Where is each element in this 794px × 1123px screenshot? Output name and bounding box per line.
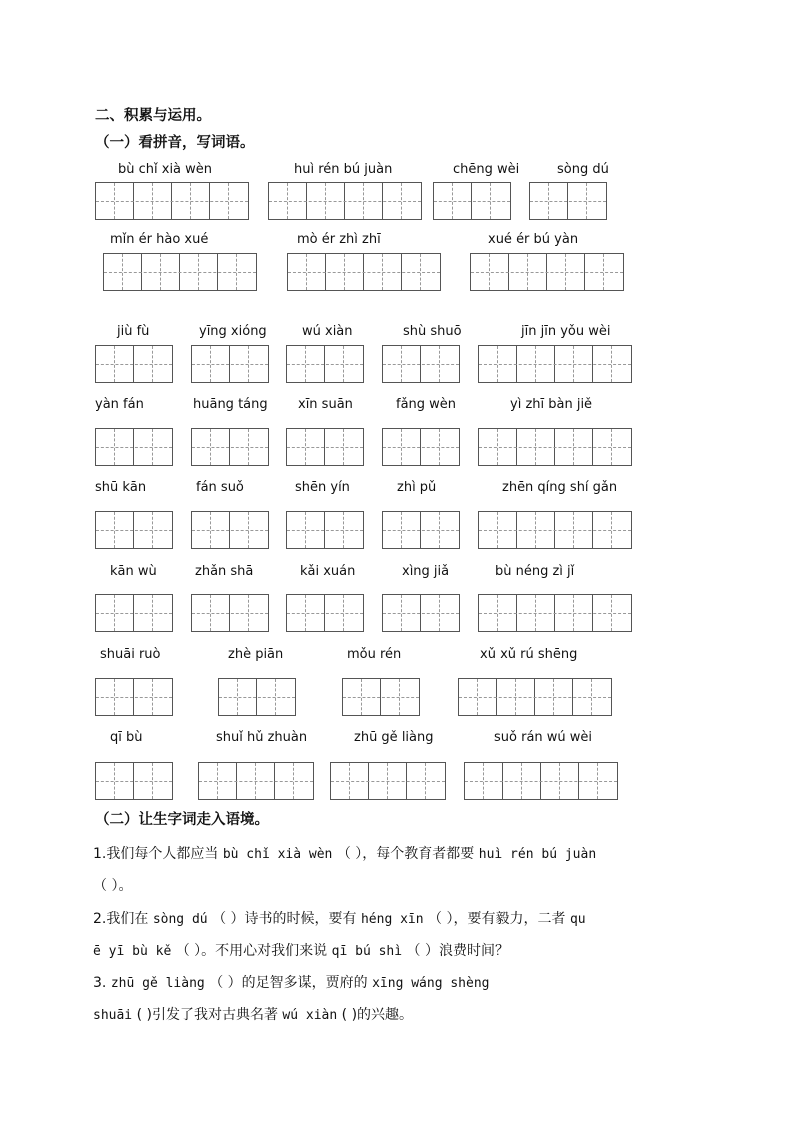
grid-cell[interactable] <box>306 429 325 465</box>
grid-cell[interactable] <box>325 512 344 548</box>
pinyin-label: mǐn ér hào xué <box>110 232 209 247</box>
grid-cell[interactable] <box>566 254 585 290</box>
pinyin-label: huāng táng <box>193 397 268 412</box>
pinyin-label: shù shuō <box>403 324 462 339</box>
pinyin-label: zhì pǔ <box>397 480 437 495</box>
writing-grid[interactable] <box>382 428 460 466</box>
grid-cell[interactable] <box>402 183 421 219</box>
pinyin-label: zhēn qíng shí gǎn <box>502 480 618 495</box>
grid-cell[interactable] <box>287 429 306 465</box>
grid-cell[interactable] <box>579 763 598 799</box>
grid-cell[interactable] <box>115 512 134 548</box>
pinyin-inline: ē yī bù kě <box>93 944 172 959</box>
grid-cell[interactable] <box>574 346 593 382</box>
grid-cell[interactable] <box>134 346 153 382</box>
grid-cell[interactable] <box>547 254 566 290</box>
grid-cell[interactable] <box>211 429 230 465</box>
pinyin-label: mǒu rén <box>347 647 402 662</box>
grid-cell[interactable] <box>479 429 498 465</box>
grid-cell[interactable] <box>153 679 172 715</box>
grid-cell[interactable] <box>192 595 211 631</box>
grid-cell[interactable] <box>115 679 134 715</box>
pinyin-label: sòng dú <box>557 162 609 177</box>
grid-cell[interactable] <box>276 679 295 715</box>
grid-cell[interactable] <box>218 763 237 799</box>
grid-cell[interactable] <box>275 763 294 799</box>
pinyin-label: jīn jīn yǒu wèi <box>521 324 611 339</box>
grid-cell[interactable] <box>440 595 459 631</box>
pinyin-label: zhǎn shā <box>195 564 254 579</box>
grid-cell[interactable] <box>134 595 153 631</box>
part1-title: （一）看拼音，写词语。 <box>95 135 255 151</box>
grid-cell[interactable] <box>498 512 517 548</box>
grid-cell[interactable] <box>210 183 229 219</box>
grid-cell[interactable] <box>516 679 535 715</box>
grid-cell[interactable] <box>307 183 326 219</box>
grid-cell[interactable] <box>369 763 388 799</box>
grid-cell[interactable] <box>96 512 115 548</box>
pinyin-label: bù néng zì jǐ <box>495 564 575 579</box>
grid-cell[interactable] <box>498 429 517 465</box>
pinyin-label: yàn fán <box>95 397 144 412</box>
grid-cell[interactable] <box>465 763 484 799</box>
grid-cell[interactable] <box>287 346 306 382</box>
grid-cell[interactable] <box>238 679 257 715</box>
grid-cell[interactable] <box>402 254 421 290</box>
grid-cell[interactable] <box>479 512 498 548</box>
grid-cell[interactable] <box>440 429 459 465</box>
writing-grid[interactable] <box>529 182 607 220</box>
grid-cell[interactable] <box>383 346 402 382</box>
grid-cell[interactable] <box>350 763 369 799</box>
grid-cell[interactable] <box>288 254 307 290</box>
grid-cell[interactable] <box>211 346 230 382</box>
writing-grid[interactable] <box>268 182 422 220</box>
grid-cell[interactable] <box>287 595 306 631</box>
writing-grid[interactable] <box>191 428 269 466</box>
grid-cell[interactable] <box>230 512 249 548</box>
grid-cell[interactable] <box>530 183 549 219</box>
pinyin-label: yì zhī bàn jiě <box>510 397 593 412</box>
grid-cell[interactable] <box>192 346 211 382</box>
grid-cell[interactable] <box>517 346 536 382</box>
grid-cell[interactable] <box>383 595 402 631</box>
grid-cell[interactable] <box>288 183 307 219</box>
grid-cell[interactable] <box>612 512 631 548</box>
writing-grid[interactable] <box>478 511 632 549</box>
grid-cell[interactable] <box>153 429 172 465</box>
grid-cell[interactable] <box>115 429 134 465</box>
grid-cell[interactable] <box>434 183 453 219</box>
grid-cell[interactable] <box>421 595 440 631</box>
grid-cell[interactable] <box>96 595 115 631</box>
grid-cell[interactable] <box>421 429 440 465</box>
grid-cell[interactable] <box>230 595 249 631</box>
grid-cell[interactable] <box>383 254 402 290</box>
grid-cell[interactable] <box>549 183 568 219</box>
grid-cell[interactable] <box>96 679 115 715</box>
grid-cell[interactable] <box>612 595 631 631</box>
grid-cell[interactable] <box>383 429 402 465</box>
pinyin-label: fǎng wèn <box>396 397 457 412</box>
grid-cell[interactable] <box>383 183 402 219</box>
grid-cell[interactable] <box>192 429 211 465</box>
pinyin-label: shuǐ hǔ zhuàn <box>216 730 308 745</box>
grid-cell[interactable] <box>402 429 421 465</box>
pinyin-inline: wú xiàn <box>282 1008 338 1023</box>
grid-cell[interactable] <box>153 595 172 631</box>
writing-grid[interactable] <box>464 762 618 800</box>
pinyin-label: kǎi xuán <box>300 564 356 579</box>
pinyin-inline: huì rén bú juàn <box>478 847 597 862</box>
grid-cell[interactable] <box>459 679 478 715</box>
grid-cell[interactable] <box>199 254 218 290</box>
grid-cell[interactable] <box>471 254 490 290</box>
writing-grid[interactable] <box>103 253 257 291</box>
pinyin-label: huì rén bú juàn <box>294 162 393 177</box>
sentence-text: 1.我们每个人都应当 <box>93 846 219 862</box>
grid-cell[interactable] <box>528 254 547 290</box>
grid-cell[interactable] <box>325 346 344 382</box>
answer-blank[interactable]: （ ）的足智多谋，贾府的 <box>209 975 368 991</box>
grid-cell[interactable] <box>249 512 268 548</box>
grid-cell[interactable] <box>440 346 459 382</box>
writing-grid[interactable] <box>95 511 173 549</box>
grid-cell[interactable] <box>388 763 407 799</box>
grid-cell[interactable] <box>96 183 115 219</box>
grid-cell[interactable] <box>574 595 593 631</box>
grid-cell[interactable] <box>230 346 249 382</box>
grid-cell[interactable] <box>555 512 574 548</box>
grid-cell[interactable] <box>104 254 123 290</box>
grid-cell[interactable] <box>344 429 363 465</box>
grid-cell[interactable] <box>491 183 510 219</box>
grid-cell[interactable] <box>249 429 268 465</box>
pinyin-label: yīng xióng <box>199 324 267 339</box>
grid-cell[interactable] <box>153 763 172 799</box>
writing-grid[interactable] <box>478 345 632 383</box>
writing-grid[interactable] <box>95 182 249 220</box>
pinyin-label: suǒ rán wú wèi <box>494 730 593 745</box>
grid-cell[interactable] <box>612 429 631 465</box>
grid-cell[interactable] <box>325 429 344 465</box>
grid-cell[interactable] <box>211 512 230 548</box>
grid-cell[interactable] <box>484 763 503 799</box>
grid-cell[interactable] <box>134 183 153 219</box>
pinyin-inline: qu <box>569 912 586 927</box>
sentence-1 <box>93 843 596 863</box>
writing-grid[interactable] <box>198 762 314 800</box>
sentence-text: 3. <box>93 975 107 991</box>
grid-cell[interactable] <box>402 595 421 631</box>
pinyin-inline: sòng dú <box>152 912 208 927</box>
grid-cell[interactable] <box>598 763 617 799</box>
answer-blank[interactable]: （ ），每个教育者都要 <box>336 846 475 862</box>
pinyin-inline: qī bú shì <box>331 944 403 959</box>
part2-title: （二）让生字词走入语境。 <box>95 812 269 828</box>
grid-cell[interactable] <box>498 595 517 631</box>
writing-grid[interactable] <box>470 253 624 291</box>
grid-cell[interactable] <box>478 679 497 715</box>
pinyin-label: zhū gě liàng <box>354 730 434 745</box>
grid-cell[interactable] <box>364 183 383 219</box>
sentence-2-cont <box>93 940 509 960</box>
grid-cell[interactable] <box>237 254 256 290</box>
pinyin-label: chēng wèi <box>453 162 520 177</box>
grid-cell[interactable] <box>153 512 172 548</box>
grid-cell[interactable] <box>134 763 153 799</box>
grid-cell[interactable] <box>192 512 211 548</box>
pinyin-label: qī bù <box>110 730 143 745</box>
grid-cell[interactable] <box>229 183 248 219</box>
grid-cell[interactable] <box>325 595 344 631</box>
grid-cell[interactable] <box>568 183 587 219</box>
grid-cell[interactable] <box>604 254 623 290</box>
grid-cell[interactable] <box>536 595 555 631</box>
grid-cell[interactable] <box>554 679 573 715</box>
grid-cell[interactable] <box>344 595 363 631</box>
grid-cell[interactable] <box>257 679 276 715</box>
grid-cell[interactable] <box>218 254 237 290</box>
grid-cell[interactable] <box>115 595 134 631</box>
pinyin-label: jiù fù <box>117 324 150 339</box>
grid-cell[interactable] <box>612 346 631 382</box>
writing-grid[interactable] <box>286 428 364 466</box>
grid-cell[interactable] <box>574 429 593 465</box>
grid-cell[interactable] <box>249 346 268 382</box>
grid-cell[interactable] <box>402 346 421 382</box>
grid-cell[interactable] <box>345 183 364 219</box>
grid-cell[interactable] <box>161 254 180 290</box>
sentence-3 <box>93 972 490 992</box>
grid-cell[interactable] <box>306 512 325 548</box>
grid-cell[interactable] <box>592 679 611 715</box>
grid-cell[interactable] <box>453 183 472 219</box>
grid-cell[interactable] <box>497 679 516 715</box>
grid-cell[interactable] <box>237 763 256 799</box>
grid-cell[interactable] <box>593 429 612 465</box>
writing-grid[interactable] <box>95 762 173 800</box>
section-title: 二、积累与运用。 <box>95 108 211 124</box>
writing-grid[interactable] <box>286 345 364 383</box>
writing-grid[interactable] <box>95 345 173 383</box>
grid-cell[interactable] <box>440 512 459 548</box>
grid-cell[interactable] <box>593 512 612 548</box>
writing-grid[interactable] <box>342 678 420 716</box>
grid-cell[interactable] <box>142 254 161 290</box>
grid-cell[interactable] <box>536 346 555 382</box>
grid-cell[interactable] <box>326 183 345 219</box>
grid-cell[interactable] <box>345 254 364 290</box>
pinyin-inline: héng xīn <box>360 912 424 927</box>
answer-blank[interactable]: （ ）。不用心对我们来说 <box>175 943 328 959</box>
writing-grid[interactable] <box>191 511 269 549</box>
grid-cell[interactable] <box>574 512 593 548</box>
grid-cell[interactable] <box>573 679 592 715</box>
grid-cell[interactable] <box>96 429 115 465</box>
grid-cell[interactable] <box>490 254 509 290</box>
grid-cell[interactable] <box>134 679 153 715</box>
sentence-2 <box>93 908 586 928</box>
writing-grid[interactable] <box>191 594 269 632</box>
writing-grid[interactable] <box>286 594 364 632</box>
answer-blank[interactable]: （ ），要有毅力，二者 <box>428 911 566 927</box>
grid-cell[interactable] <box>364 254 383 290</box>
grid-cell[interactable] <box>555 346 574 382</box>
grid-cell[interactable] <box>307 254 326 290</box>
grid-cell[interactable] <box>593 346 612 382</box>
grid-cell[interactable] <box>287 512 306 548</box>
writing-grid[interactable] <box>382 345 460 383</box>
grid-cell[interactable] <box>400 679 419 715</box>
grid-cell[interactable] <box>343 679 362 715</box>
pinyin-inline: shuāi <box>93 1008 133 1023</box>
writing-grid[interactable] <box>458 678 612 716</box>
writing-grid[interactable] <box>218 678 296 716</box>
grid-cell[interactable] <box>326 254 345 290</box>
grid-cell[interactable] <box>211 595 230 631</box>
answer-blank[interactable]: （ ）浪费时间？ <box>406 943 509 959</box>
sentence-3-cont <box>93 1004 413 1024</box>
grid-cell[interactable] <box>96 346 115 382</box>
grid-cell[interactable] <box>230 429 249 465</box>
grid-cell[interactable] <box>517 595 536 631</box>
grid-cell[interactable] <box>96 763 115 799</box>
grid-cell[interactable] <box>172 183 191 219</box>
grid-cell[interactable] <box>560 763 579 799</box>
grid-cell[interactable] <box>115 763 134 799</box>
sentence-text: 2.我们在 <box>93 911 149 927</box>
answer-blank[interactable]: （ ）。 <box>93 878 133 894</box>
pinyin-label: mò ér zhì zhī <box>297 232 381 247</box>
writing-grid[interactable] <box>478 594 632 632</box>
grid-cell[interactable] <box>115 183 134 219</box>
grid-cell[interactable] <box>472 183 491 219</box>
writing-grid[interactable] <box>433 182 511 220</box>
grid-cell[interactable] <box>522 763 541 799</box>
grid-cell[interactable] <box>503 763 522 799</box>
grid-cell[interactable] <box>362 679 381 715</box>
grid-cell[interactable] <box>587 183 606 219</box>
grid-cell[interactable] <box>585 254 604 290</box>
grid-cell[interactable] <box>269 183 288 219</box>
pinyin-label: xǔ xǔ rú shēng <box>480 647 578 662</box>
grid-cell[interactable] <box>256 763 275 799</box>
writing-grid[interactable] <box>330 762 446 800</box>
writing-grid[interactable] <box>191 345 269 383</box>
grid-cell[interactable] <box>541 763 560 799</box>
grid-cell[interactable] <box>593 595 612 631</box>
grid-cell[interactable] <box>153 183 172 219</box>
pinyin-label: xìng jiǎ <box>402 564 450 579</box>
pinyin-inline: bù chǐ xià wèn <box>222 847 333 862</box>
grid-cell[interactable] <box>123 254 142 290</box>
grid-cell[interactable] <box>199 763 218 799</box>
grid-cell[interactable] <box>383 512 402 548</box>
writing-grid[interactable] <box>382 594 460 632</box>
grid-cell[interactable] <box>180 254 199 290</box>
pinyin-label: xué ér bú yàn <box>488 232 579 247</box>
grid-cell[interactable] <box>517 512 536 548</box>
grid-cell[interactable] <box>153 346 172 382</box>
writing-grid[interactable] <box>95 594 173 632</box>
grid-cell[interactable] <box>249 595 268 631</box>
pinyin-label: bù chǐ xià wèn <box>118 162 213 177</box>
grid-cell[interactable] <box>479 595 498 631</box>
grid-cell[interactable] <box>344 512 363 548</box>
answer-blank[interactable]: ( )引发了我对古典名著 <box>136 1007 278 1023</box>
grid-cell[interactable] <box>134 512 153 548</box>
grid-cell[interactable] <box>421 254 440 290</box>
grid-cell[interactable] <box>509 254 528 290</box>
grid-cell[interactable] <box>421 346 440 382</box>
grid-cell[interactable] <box>407 763 426 799</box>
grid-cell[interactable] <box>421 512 440 548</box>
grid-cell[interactable] <box>191 183 210 219</box>
pinyin-inline: zhū gě liàng <box>110 976 205 991</box>
answer-blank[interactable]: ( )的兴趣。 <box>341 1007 414 1023</box>
writing-grid[interactable] <box>286 511 364 549</box>
answer-blank[interactable]: （ ）诗书的时候，要有 <box>212 911 357 927</box>
grid-cell[interactable] <box>426 763 445 799</box>
grid-cell[interactable] <box>536 512 555 548</box>
writing-grid[interactable] <box>478 428 632 466</box>
grid-cell[interactable] <box>134 429 153 465</box>
grid-cell[interactable] <box>115 346 134 382</box>
grid-cell[interactable] <box>536 429 555 465</box>
pinyin-label: xīn suān <box>298 397 353 412</box>
pinyin-label: shuāi ruò <box>100 647 161 662</box>
grid-cell[interactable] <box>479 346 498 382</box>
grid-cell[interactable] <box>344 346 363 382</box>
pinyin-label: shēn yín <box>295 480 350 495</box>
writing-grid[interactable] <box>95 428 173 466</box>
grid-cell[interactable] <box>306 346 325 382</box>
grid-cell[interactable] <box>498 346 517 382</box>
grid-cell[interactable] <box>306 595 325 631</box>
grid-cell[interactable] <box>402 512 421 548</box>
pinyin-label: kān wù <box>110 564 157 579</box>
grid-cell[interactable] <box>555 595 574 631</box>
writing-grid[interactable] <box>382 511 460 549</box>
grid-cell[interactable] <box>555 429 574 465</box>
grid-cell[interactable] <box>517 429 536 465</box>
grid-cell[interactable] <box>535 679 554 715</box>
pinyin-inline: xīng wáng shèng <box>372 976 490 991</box>
grid-cell[interactable] <box>331 763 350 799</box>
pinyin-label: wú xiàn <box>302 324 353 339</box>
pinyin-label: shū kān <box>95 480 147 495</box>
writing-grid[interactable] <box>287 253 441 291</box>
grid-cell[interactable] <box>219 679 238 715</box>
writing-grid[interactable] <box>95 678 173 716</box>
pinyin-label: fán suǒ <box>196 480 244 495</box>
grid-cell[interactable] <box>294 763 313 799</box>
grid-cell[interactable] <box>381 679 400 715</box>
sentence-1-cont <box>93 875 132 895</box>
pinyin-label: zhè piān <box>228 647 284 662</box>
